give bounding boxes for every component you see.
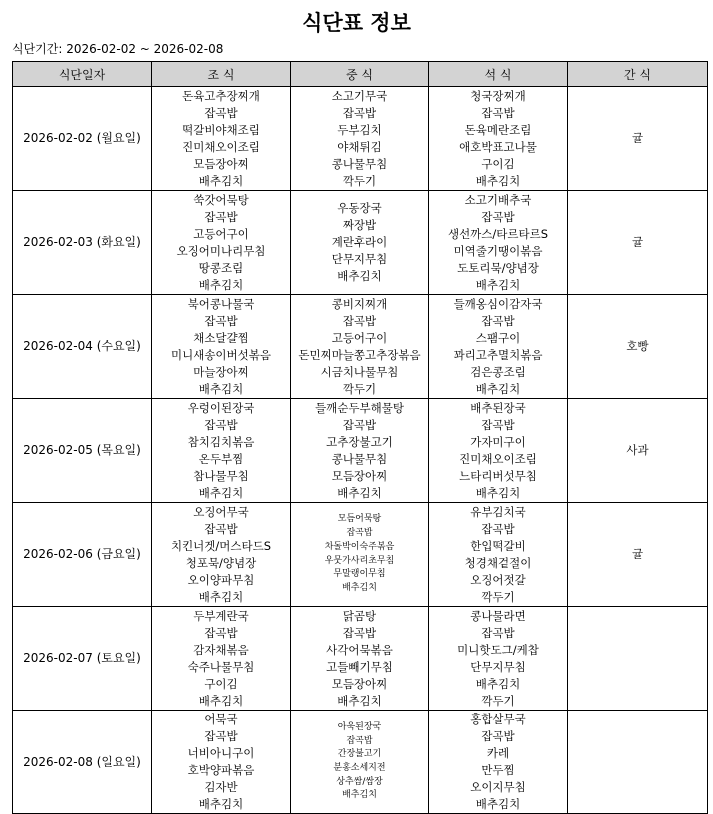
header-breakfast: 조 식 [152,62,291,87]
dinner-item: 미니핫도그/케찹 [457,642,539,657]
breakfast-item: 구이김 [204,676,238,691]
menu-date: 2026-02-03 (화요일) [13,191,152,295]
breakfast-item: 배추김치 [198,173,244,188]
table-row [13,399,708,503]
breakfast-item: 잡곡밥 [204,209,238,224]
breakfast-item: 참치김치볶음 [187,434,255,449]
lunch-item: 우뭇가사리초무침 [324,555,395,566]
breakfast-item: 배추김치 [198,693,244,708]
snack-item: 귤 [631,547,644,561]
lunch-item: 단무지무침 [331,252,388,266]
dinner-item: 느타리버섯무침 [459,468,537,483]
dinner-item: 배추김치 [475,485,521,500]
dinner-cell [429,87,568,191]
dinner-cell [429,711,568,814]
breakfast-item: 고등어구이 [193,226,249,241]
lunch-item: 고등어구이 [331,330,388,345]
menu-date: 2026-02-04 (수요일) [13,295,152,399]
snack-cell [568,503,708,607]
lunch-cell [291,607,429,711]
breakfast-item: 배추김치 [198,277,244,292]
menu-date: 2026-02-06 (금요일) [13,503,152,607]
lunch-cell [291,87,429,191]
lunch-item: 배추김치 [337,269,382,283]
breakfast-item: 두부계란국 [193,608,249,623]
lunch-item: 배추김치 [342,582,377,593]
table-row [13,607,708,711]
lunch-item: 아욱된장국 [337,721,382,732]
breakfast-item: 잡곡밥 [204,313,238,328]
lunch-item: 모듬장아찌 [331,676,388,691]
breakfast-cell [152,191,291,295]
dinner-item: 배추된장국 [470,400,526,415]
header-snack: 간 식 [568,62,708,87]
lunch-item: 잡곡밥 [342,625,377,640]
dinner-item: 깍두기 [481,693,515,708]
breakfast-item: 청포묵/양념장 [185,555,257,570]
dinner-item: 배추김치 [475,797,521,811]
breakfast-item: 숙주나물무침 [187,659,255,674]
lunch-item: 잡곡밥 [346,528,373,539]
dinner-item: 청국장찌개 [470,88,526,103]
breakfast-item: 치킨너겟/머스타드S [170,538,272,553]
breakfast-cell [152,399,291,503]
breakfast-item: 참나물무침 [193,468,249,483]
snack-item: 호빵 [626,339,649,353]
lunch-item: 닭곰탕 [342,608,377,623]
lunch-cell [291,503,429,607]
lunch-item: 배추김치 [337,485,382,500]
lunch-item: 모듬어묵탕 [337,514,382,525]
breakfast-item: 배추김치 [198,797,244,811]
lunch-item: 돈민찌마늘쫑고추장볶음 [298,347,421,362]
breakfast-cell [152,711,291,814]
lunch-item: 차돌박이숙주볶음 [324,541,395,552]
menu-table [12,61,708,814]
dinner-item: 잡곡밥 [481,521,515,536]
dinner-item: 청경채겉절이 [464,555,532,570]
table-row [13,503,708,607]
snack-cell [568,87,708,191]
lunch-item: 들깨순두부해물탕 [315,400,404,415]
lunch-item: 배추김치 [337,693,382,708]
dinner-cell [429,191,568,295]
dinner-cell [429,607,568,711]
snack-cell [568,191,708,295]
lunch-item: 잡곡밥 [342,313,377,328]
lunch-item: 콩나물무침 [331,451,388,466]
breakfast-item: 쑥갓어묵탕 [193,192,249,207]
breakfast-item: 오징어무국 [193,504,249,519]
snack-cell [568,295,708,399]
lunch-item: 간장불고기 [337,749,382,760]
lunch-item: 소고기무국 [331,88,388,103]
dinner-item: 카레 [486,746,510,760]
breakfast-item: 땅콩조림 [198,260,244,275]
breakfast-item: 배추김치 [198,381,244,396]
dinner-item: 스팸구이 [475,330,521,345]
lunch-item: 배추김치 [342,790,377,801]
dinner-item: 들깨옹심이감자국 [453,296,543,311]
dinner-item: 잡곡밥 [481,105,515,120]
breakfast-item: 온두부찜 [198,451,244,466]
table-row [13,191,708,295]
menu-table-body [13,87,708,814]
dinner-item: 만두찜 [481,763,515,777]
dinner-item: 검은콩조림 [470,364,526,379]
breakfast-item: 채소달걀찜 [193,330,249,345]
menu-period: 식단기간: 2026-02-02 ~ 2026-02-08 [12,42,224,56]
dinner-cell [429,399,568,503]
dinner-item: 배추김치 [475,277,521,292]
snack-item: 귤 [631,131,644,145]
dinner-item: 잡곡밥 [481,729,515,743]
snack-item: 사과 [626,443,649,457]
lunch-item: 깍두기 [342,381,377,396]
header-lunch: 중 식 [291,62,429,87]
dinner-item: 콩나물라면 [470,608,526,623]
dinner-item: 생선까스/타르타르S [447,226,549,241]
lunch-cell [291,711,429,814]
lunch-item: 시금치나물무침 [320,364,399,379]
breakfast-item: 감자채볶음 [193,642,249,657]
lunch-item: 잡곡밥 [342,105,377,120]
dinner-item: 유부김치국 [470,504,526,519]
lunch-cell [291,295,429,399]
lunch-item: 콩나물무침 [331,156,388,171]
lunch-item: 야채튀김 [337,139,382,154]
breakfast-item: 모듬장아찌 [193,156,249,171]
snack-cell [568,607,708,711]
dinner-item: 깍두기 [481,589,515,604]
breakfast-cell [152,87,291,191]
snack-cell [568,399,708,503]
menu-date: 2026-02-07 (토요일) [13,607,152,711]
breakfast-item: 떡갈비야채조림 [182,122,260,137]
breakfast-item: 마늘장아찌 [193,364,249,379]
dinner-cell [429,503,568,607]
dinner-item: 꽈리고추멸치볶음 [453,347,543,362]
breakfast-item: 잡곡밥 [204,625,238,640]
snack-item: 귤 [631,235,644,249]
breakfast-item: 잡곡밥 [204,729,238,743]
breakfast-item: 진미채오이조림 [182,139,260,154]
dinner-item: 홍합살무국 [470,712,526,726]
dinner-cell [429,295,568,399]
dinner-item: 돈육메란조림 [464,122,532,137]
dinner-item: 잡곡밥 [481,625,515,640]
breakfast-item: 잡곡밥 [204,105,238,120]
lunch-item: 깍두기 [342,173,377,188]
lunch-item: 사각어묵볶음 [326,642,393,657]
lunch-item: 상추쌈/쌈장 [336,776,383,787]
table-header-row [13,62,708,87]
lunch-cell [291,399,429,503]
breakfast-item: 김자반 [204,780,238,794]
lunch-item: 분홍소세지전 [333,763,386,773]
menu-date: 2026-02-02 (월요일) [13,87,152,191]
lunch-cell [291,191,429,295]
breakfast-item: 미니새송이버섯볶음 [171,347,271,362]
lunch-item: 두부김치 [337,122,382,137]
dinner-item: 구이김 [481,156,515,171]
dinner-item: 미역줄기땡이볶음 [453,243,543,258]
breakfast-item: 오징어미나리무침 [176,243,266,258]
lunch-item: 고추장불고기 [326,434,393,449]
menu-date: 2026-02-05 (목요일) [13,399,152,503]
header-date: 식단일자 [13,62,152,87]
table-row [13,87,708,191]
breakfast-item: 우렁이된장국 [187,400,255,415]
breakfast-item: 배추김치 [198,485,244,500]
breakfast-cell [152,503,291,607]
breakfast-item: 북어콩나물국 [187,296,255,311]
menu-date: 2026-02-08 (일요일) [13,711,152,814]
breakfast-item: 잡곡밥 [204,417,238,432]
breakfast-item: 배추김치 [198,589,244,604]
lunch-item: 계란후라이 [331,235,388,249]
breakfast-item: 어묵국 [204,712,238,726]
page-title: 식단표 정보 [302,11,411,35]
lunch-item: 잡곡밥 [342,417,377,432]
lunch-item: 짜장밥 [342,218,377,232]
dinner-item: 배추김치 [475,381,521,396]
lunch-item: 모듬장아찌 [331,468,388,483]
dinner-item: 소고기배추국 [464,192,532,207]
dinner-item: 단무지무침 [470,659,526,674]
dinner-item: 오징어젓갈 [470,572,526,587]
table-row [13,295,708,399]
snack-cell [568,711,708,814]
lunch-item: 고들빼기무침 [326,659,393,674]
dinner-item: 도토리묵/양념장 [457,260,539,275]
dinner-item: 진미채오이조림 [459,451,537,466]
breakfast-item: 호박양파볶음 [187,763,255,777]
lunch-item: 무말랭이무침 [333,569,386,580]
breakfast-cell [152,607,291,711]
dinner-item: 잡곡밥 [481,209,515,224]
dinner-item: 애호박표고나물 [459,139,537,154]
lunch-item: 우동장국 [337,201,382,215]
dinner-item: 잡곡밥 [481,417,515,432]
dinner-item: 오이지무침 [470,780,526,794]
breakfast-cell [152,295,291,399]
lunch-item: 잡곡밥 [346,735,373,746]
dinner-item: 잡곡밥 [481,313,515,328]
breakfast-item: 너비아니구이 [187,746,255,760]
dinner-item: 배추김치 [475,676,521,691]
dinner-item: 한입떡갈비 [470,538,526,553]
dinner-item: 배추김치 [475,173,521,188]
lunch-item: 콩비지찌개 [331,296,388,311]
table-row [13,711,708,814]
breakfast-item: 잡곡밥 [204,521,238,536]
breakfast-item: 돈육고추장찌개 [182,88,260,103]
dinner-item: 가자미구이 [470,434,526,449]
header-dinner: 석 식 [429,62,568,87]
breakfast-item: 오이양파무침 [187,572,255,587]
